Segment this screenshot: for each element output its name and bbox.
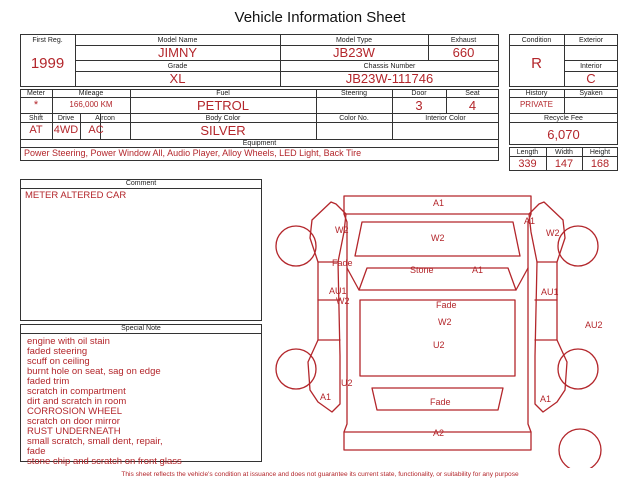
height-label: Height bbox=[589, 149, 611, 156]
chassis-number-value: JB23W-111746 bbox=[345, 71, 434, 86]
interior-label: Interior bbox=[580, 63, 602, 70]
damage-mark: A1 bbox=[540, 394, 552, 404]
model-name-label: Model Name bbox=[157, 37, 198, 44]
windshield bbox=[359, 265, 516, 290]
special-note-item: fade bbox=[27, 446, 46, 457]
exhaust-value: 660 bbox=[452, 45, 475, 60]
disclaimer: This sheet reflects the vehicle's condition at issuance and does not guarantee its current state, functionality, or suitability for any purpose bbox=[121, 471, 519, 478]
damage-mark: Fade bbox=[436, 300, 457, 310]
width-label: Width bbox=[555, 149, 573, 156]
page-title: Vehicle Information Sheet bbox=[234, 9, 406, 26]
special-note-label: Special Note bbox=[121, 325, 161, 332]
damage-mark: W2 bbox=[431, 233, 445, 243]
color-no-label: Color No. bbox=[339, 115, 369, 122]
first-reg-value: 1999 bbox=[30, 55, 65, 72]
damage-mark: A1 bbox=[433, 198, 445, 208]
meter-value: * bbox=[33, 99, 39, 111]
drive-value: 4WD bbox=[53, 124, 79, 136]
mileage-value: 166,000 KM bbox=[69, 100, 113, 109]
model-name-value: JIMNY bbox=[158, 45, 197, 60]
model-type-value: JB23W bbox=[333, 45, 375, 60]
spare-tire bbox=[559, 429, 601, 468]
shift-value: AT bbox=[29, 124, 43, 136]
shift-label: Shift bbox=[28, 115, 43, 122]
recycle-fee-label: Recycle Fee bbox=[544, 115, 583, 122]
aircon-value: AC bbox=[88, 124, 104, 136]
mileage-label: Mileage bbox=[78, 90, 104, 97]
damage-mark: Stone bbox=[410, 265, 434, 275]
special-note-item: CORROSION WHEEL bbox=[27, 406, 123, 417]
damage-mark: A1 bbox=[320, 392, 332, 402]
damage-mark: W2 bbox=[336, 296, 350, 306]
special-note-item: scratch in compartment bbox=[27, 386, 126, 397]
special-note-list bbox=[27, 337, 182, 467]
exterior-label: Exterior bbox=[578, 37, 604, 44]
history-value: PRIVATE bbox=[519, 100, 554, 109]
body-color-label: Body Color bbox=[205, 115, 241, 122]
roof bbox=[360, 300, 515, 376]
damage-mark: U2 bbox=[433, 340, 445, 350]
special-note-item: RUST UNDERNEATH bbox=[27, 426, 121, 437]
width-value: 147 bbox=[554, 158, 574, 170]
comment-label: Comment bbox=[125, 180, 157, 187]
grade-label: Grade bbox=[167, 63, 188, 70]
damage-mark: A1 bbox=[524, 216, 536, 226]
height-value: 168 bbox=[590, 158, 610, 170]
comment-text: METER ALTERED CAR bbox=[25, 190, 127, 201]
fuel-value: PETROL bbox=[196, 98, 249, 113]
exhaust-label: Exhaust bbox=[450, 37, 477, 44]
damage-mark: U2 bbox=[341, 378, 353, 388]
front-left-wheel bbox=[276, 226, 316, 266]
damage-mark: A2 bbox=[433, 428, 445, 438]
interior-value: C bbox=[586, 71, 596, 86]
condition-label: Condition bbox=[521, 37, 552, 44]
length-label: Length bbox=[516, 149, 539, 156]
length-value: 339 bbox=[518, 158, 537, 170]
meter-label: Meter bbox=[27, 90, 45, 97]
equipment-value: Power Steering, Power Window All, Audio Player, Alloy Wheels, LED Light, Back Tire bbox=[24, 148, 362, 158]
aircon-label: Aircon bbox=[95, 115, 115, 122]
interior-color-label: Interior Color bbox=[425, 115, 466, 122]
syaken-label: Syaken bbox=[579, 90, 603, 97]
condition-value: R bbox=[531, 55, 542, 72]
damage-mark: W2 bbox=[335, 225, 349, 235]
special-note-item: engine with oil stain bbox=[27, 336, 110, 347]
door-value: 3 bbox=[415, 98, 423, 113]
history-label: History bbox=[525, 90, 548, 97]
chassis-number-label: Chassis Number bbox=[363, 63, 416, 70]
grade-value: XL bbox=[169, 71, 186, 86]
damage-mark: W2 bbox=[438, 317, 452, 327]
special-note-item: scratch on door mirror bbox=[27, 416, 120, 427]
seat-value: 4 bbox=[468, 98, 477, 113]
door-label: Door bbox=[411, 90, 427, 97]
equipment-label: Equipment bbox=[242, 140, 277, 147]
drive-label: Drive bbox=[57, 115, 75, 122]
special-note-item: faded trim bbox=[27, 376, 70, 387]
first-reg-label: First Reg. bbox=[32, 37, 63, 44]
special-note-item: burnt hole on seat, sag on edge bbox=[27, 366, 161, 377]
special-note-item: scuff on ceiling bbox=[27, 356, 90, 367]
damage-mark: Fade bbox=[430, 397, 451, 407]
special-note-item: dirt and scratch in room bbox=[27, 396, 127, 407]
damage-mark: AU1 bbox=[541, 287, 559, 297]
steering-label: Steering bbox=[340, 90, 368, 97]
seat-label: Seat bbox=[465, 90, 480, 97]
damage-mark: AU1 bbox=[329, 286, 347, 296]
damage-mark: W2 bbox=[546, 228, 560, 238]
damage-mark: A1 bbox=[472, 265, 484, 275]
special-note-item: faded steering bbox=[27, 346, 88, 357]
fuel-label: Fuel bbox=[216, 90, 230, 97]
special-note-item: stone chip and scratch on front glass bbox=[27, 456, 182, 467]
body-color-value: SILVER bbox=[200, 123, 246, 138]
damage-mark: AU2 bbox=[585, 320, 603, 330]
special-note-item: small scratch, small dent, repair, bbox=[27, 436, 163, 447]
damage-mark: Fade bbox=[332, 258, 353, 268]
recycle-fee-value: 6,070 bbox=[547, 127, 580, 142]
model-type-label: Model Type bbox=[335, 37, 373, 44]
